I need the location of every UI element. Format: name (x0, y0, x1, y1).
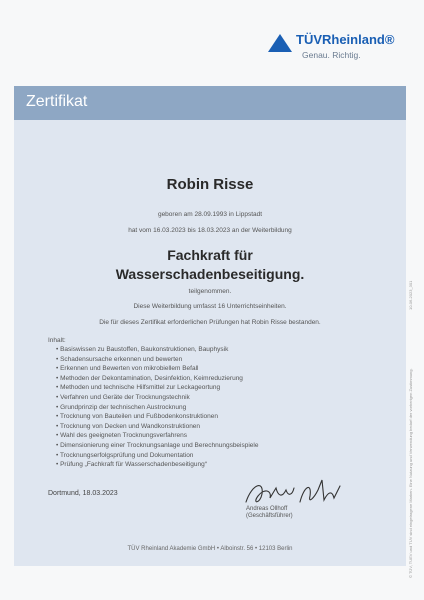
side-trademark-note: © TÜV, TUEV und TUV sind eingetragene Marken. Eine Nutzung und Verwendung bedarf der vorherigen Zustimmung. (408, 368, 413, 578)
content-list-item: • Erkennen und Bewerten von mikrobiellem Befall (56, 364, 258, 374)
content-list-item: • Trocknungserfolgsprüfung und Dokumentation (56, 451, 258, 461)
content-list-item: • Methoden und technische Hilfsmittel zur Leckageortung (56, 383, 258, 393)
content-list-item: • Methoden der Dekontamination, Desinfektion, Keimreduzierung (56, 374, 258, 384)
side-fine-print (408, 200, 416, 580)
content-list-item: • Trocknung von Decken und Wandkonstruktionen (56, 422, 258, 432)
qualification-line-1: Fachkraft für (167, 247, 253, 263)
certificate-title: Zertifikat (26, 93, 88, 110)
qualification-title (14, 246, 406, 284)
signer-name: Andreas Ollhoff (246, 506, 288, 512)
certificate-body (14, 120, 406, 566)
signer-role: (Geschäftsführer) (246, 513, 293, 519)
content-list-item: • Verfahren und Geräte der Trocknungstechnik (56, 393, 258, 403)
signature-image (242, 476, 352, 510)
logo-triangle-icon (268, 34, 292, 52)
content-list-item: • Dimensionierung einer Trocknungsanlage und Berechnungsbeispiele (56, 441, 258, 451)
content-list-item: • Schadensursache erkennen und bewerten (56, 355, 258, 365)
birth-line: geboren am 28.09.1993 in Lippstadt (157, 211, 263, 218)
content-list-item: • Wahl des geeigneten Trocknungsverfahrens (56, 431, 258, 441)
content-list-item: • Grundprinzip der technischen Austrocknung (56, 403, 258, 413)
certificate-header-band (14, 86, 406, 120)
logo-tagline: Genau. Richtig. (302, 50, 361, 60)
footer-address: TÜV Rheinland Akademie GmbH • Alboinstr. 56 • 12103 Berlin (127, 546, 293, 552)
holder-name: Robin Risse (166, 176, 254, 193)
content-list-item: • Basiswissen zu Baustoffen, Baukonstruktionen, Bauphysik (56, 345, 258, 355)
logo-name: TÜVRheinland® (296, 32, 395, 47)
place-date: Dortmund, 18.03.2023 (48, 490, 118, 497)
qualification-line-2: Wasserschadenbeseitigung. (115, 266, 305, 282)
side-document-code: 10-06-2023_301 (408, 280, 413, 310)
content-list (56, 345, 258, 470)
content-list-item: • Trocknung von Bauteilen und Fußbodenkonstruktionen (56, 412, 258, 422)
exam-line: Die für dieses Zertifikat erforderlichen Prüfungen hat Robin Risse bestanden. (99, 319, 321, 326)
course-line: hat vom 16.03.2023 bis 18.03.2023 an der Weiterbildung (128, 227, 292, 234)
participated-line: teilgenommen. (188, 288, 232, 295)
content-label: Inhalt: (48, 337, 66, 344)
content-list-item: • Prüfung „Fachkraft für Wasserschadenbeseitigung“ (56, 460, 258, 470)
units-line: Diese Weiterbildung umfasst 16 Unterrichtseinheiten. (133, 303, 287, 310)
